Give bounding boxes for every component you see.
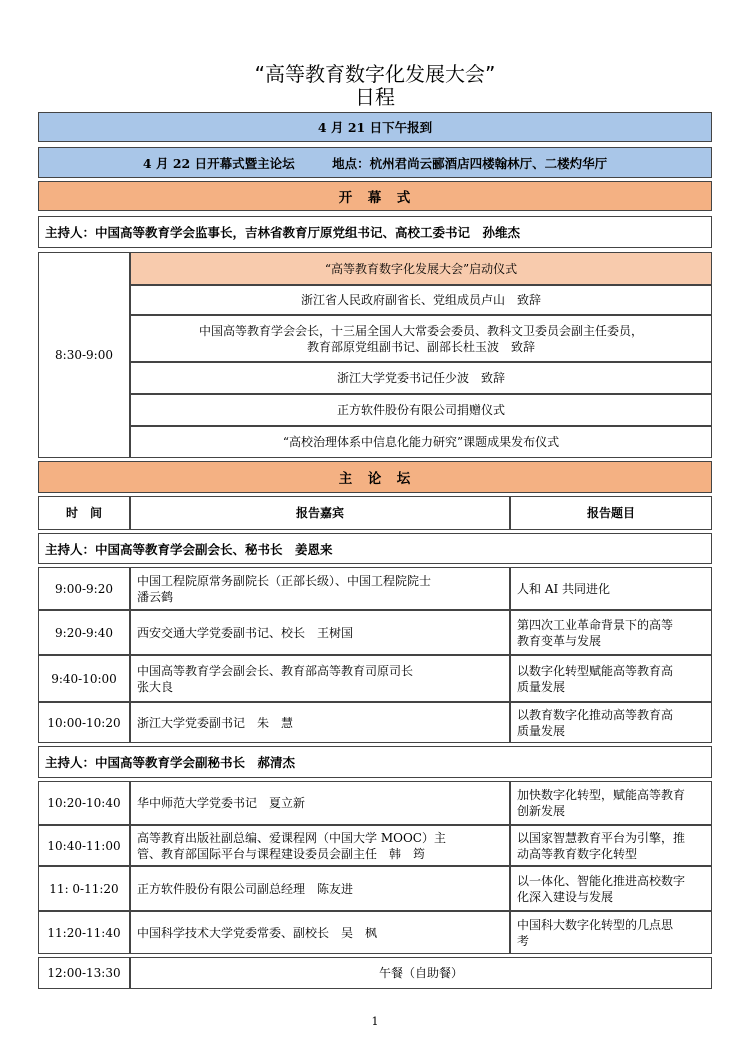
opening-item-donation — [130, 394, 712, 426]
session-topic-line: 动高等教育数字化转型 — [517, 846, 638, 861]
session-time-line: 11: 0-11:20 — [49, 881, 119, 896]
session-topic-line: 质量发展 — [517, 679, 566, 694]
registration-text: 4 月 21 日下午报到 — [317, 120, 433, 135]
opening-item-text: “高等教育数字化发展大会”启动仪式 — [324, 261, 518, 276]
opening-item-release — [130, 426, 712, 458]
main-forum-title: 主 论 坛 — [338, 471, 412, 487]
session-guest — [130, 567, 510, 610]
session-guest-line: 浙江大学党委副书记 朱 慧 — [137, 715, 294, 730]
session-topic-line: 创新发展 — [517, 804, 566, 818]
session-topic-line: 质量发展 — [517, 723, 566, 738]
opening-title: 开 幕 式 — [338, 190, 412, 206]
session-guest — [130, 866, 510, 911]
document-title: “高等教育数字化发展大会” — [254, 62, 496, 86]
col-header-text: 时 间 — [65, 506, 102, 520]
opening-title-row — [38, 181, 712, 211]
session-guest-line: 中国工程院原常务副院长（正部长级）、中国工程院院士 — [137, 573, 432, 588]
session-guest — [130, 825, 510, 866]
session-topic-line: 中国科大数字化转型的几点思 — [517, 917, 674, 932]
session-topic-line: 以教育数字化推动高等教育高 — [517, 707, 674, 722]
col-header-topic — [510, 496, 712, 530]
opening-item-speech-3 — [130, 362, 712, 394]
session-guest — [130, 781, 510, 825]
col-header-guest — [130, 496, 510, 530]
session-topic — [510, 567, 712, 610]
session-time — [38, 825, 130, 866]
session-topic — [510, 610, 712, 655]
page-number: 1 — [371, 1015, 379, 1028]
session-time — [38, 567, 130, 610]
col-header-text: 报告嘉宾 — [295, 506, 344, 520]
document-subtitle: 日程 — [355, 85, 395, 109]
session-time — [38, 781, 130, 825]
session-time-line: 10:00-10:20 — [47, 715, 121, 730]
session-guest-line: 正方软件股份有限公司副总经理 陈友进 — [137, 881, 354, 896]
session-time-line: 9:40-10:00 — [51, 671, 117, 686]
session-topic-line: 教育变革与发展 — [517, 633, 602, 648]
host2-row — [38, 746, 712, 778]
opening-host-row — [38, 216, 712, 248]
session-topic-line: 第四次工业革命背景下的高等 — [517, 617, 674, 632]
session-guest-line: 华中师范大学党委书记 夏立新 — [137, 796, 306, 810]
session-guest-line: 张大良 — [137, 679, 174, 694]
opening-item-speech-2 — [130, 315, 712, 362]
session-topic-line: 人和 AI 共同进化 — [517, 581, 611, 596]
session-time — [38, 610, 130, 655]
lunch-time-cell — [38, 957, 130, 989]
session-topic-line: 以数字化转型赋能高等教育高 — [517, 663, 674, 678]
lunch-cell — [130, 957, 712, 989]
session-time — [38, 702, 130, 743]
session-guest-line: 高等教育出版社副总编、爱课程网（中国大学 MOOC）主 — [137, 830, 446, 845]
session-topic-line: 加快数字化转型，赋能高等教育 — [517, 788, 686, 802]
forum-header-row — [38, 147, 712, 178]
session-time — [38, 655, 130, 702]
host1-row — [38, 533, 712, 564]
session-guest-line: 管、教育部国际平台与课程建设委员会副主任 韩 筠 — [137, 846, 426, 861]
session-time-line: 10:20-10:40 — [47, 796, 121, 810]
host2-text: 主持人：中国高等教育学会副秘书长 郝清杰 — [45, 755, 296, 770]
session-time-line: 9:00-9:20 — [55, 581, 113, 596]
col-header-text: 报告题目 — [586, 506, 635, 520]
opening-time-cell — [38, 252, 130, 458]
opening-host: 主持人：中国高等教育学会监事长，吉林省教育厅原党组书记、高校工委书记 孙维杰 — [45, 225, 521, 240]
session-topic — [510, 781, 712, 825]
session-time-line: 9:20-9:40 — [55, 625, 113, 640]
main-forum-title-row — [38, 461, 712, 493]
session-time — [38, 911, 130, 954]
session-guest-line: 西安交通大学党委副书记、校长 王树国 — [137, 625, 354, 640]
opening-item-text: “高校治理体系中信息化能力研究”课题成果发布仪式 — [282, 435, 560, 449]
host1-text: 主持人：中国高等教育学会副会长、秘书长 姜恩来 — [45, 541, 333, 557]
lunch-text: 午餐（自助餐） — [378, 966, 463, 980]
session-topic — [510, 655, 712, 702]
session-guest-line: 中国科学技术大学党委常委、副校长 吴 枫 — [137, 925, 378, 940]
opening-time: 8:30-9:00 — [55, 348, 113, 362]
opening-item-text: 中国高等教育学会会长，十三届全国人大常委会委员、教科文卫委员会副主任委员， — [198, 323, 643, 338]
session-topic — [510, 825, 712, 866]
session-time — [38, 866, 130, 911]
session-topic-line: 以一体化、智能化推进高校数字 — [517, 873, 686, 888]
opening-item-speech-1 — [130, 285, 712, 315]
session-topic-line: 以国家智慧教育平台为引擎，推 — [517, 830, 686, 845]
opening-item-text: 教育部原党组副书记、副部长杜玉波 致辞 — [306, 339, 535, 354]
session-guest-line: 潘云鹤 — [137, 589, 174, 604]
opening-item-text: 浙江省人民政府副省长、党组成员卢山 致辞 — [300, 293, 541, 307]
session-topic — [510, 702, 712, 743]
opening-item-text: 浙江大学党委书记任少波 致辞 — [336, 371, 505, 385]
session-topic — [510, 911, 712, 954]
session-guest — [130, 610, 510, 655]
session-topic-line: 考 — [517, 933, 530, 948]
session-time-line: 11:20-11:40 — [47, 925, 121, 940]
session-guest — [130, 911, 510, 954]
session-topic — [510, 866, 712, 911]
session-guest — [130, 702, 510, 743]
session-time-line: 10:40-11:00 — [47, 838, 121, 853]
session-guest — [130, 655, 510, 702]
opening-item-launch — [130, 252, 712, 285]
opening-item-text: 正方软件股份有限公司捐赠仪式 — [336, 403, 505, 417]
lunch-time: 12:00-13:30 — [47, 966, 121, 980]
forum-header-text: 4 月 22 日开幕式暨主论坛 地点：杭州君尚云郦酒店四楼翰林厅、二楼灼华厅 — [142, 155, 608, 171]
session-guest-line: 中国高等教育学会副会长、教育部高等教育司原司长 — [137, 663, 414, 678]
col-header-time — [38, 496, 130, 530]
session-topic-line: 化深入建设与发展 — [517, 889, 614, 904]
registration-row — [38, 112, 712, 142]
